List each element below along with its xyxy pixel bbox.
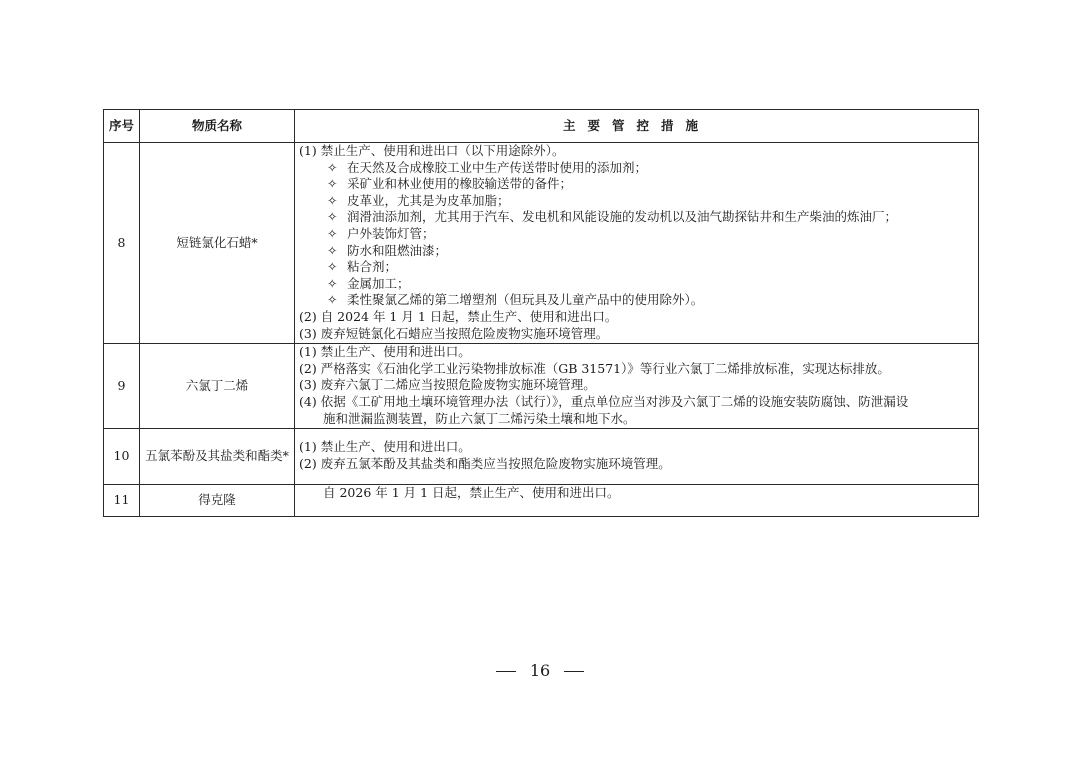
measure-item [299, 394, 974, 411]
table-header-row [104, 110, 979, 143]
item-marker: (3) [299, 325, 317, 341]
page-number: 16 [529, 661, 551, 680]
item-text: 自 2024 年 1 月 1 日起，禁止生产、使用和进出口。 [320, 308, 618, 324]
table-row [104, 429, 979, 485]
measure-item [299, 456, 974, 473]
item-text: 废弃六氯丁二烯应当按照危险废物实施环境管理。 [320, 377, 596, 393]
substance-name: 六氯丁二烯 [140, 344, 295, 429]
substance-name: 得克隆 [140, 485, 295, 517]
item-marker: (1) [299, 143, 317, 158]
sub-item-text: 防水和阻燃油漆； [347, 242, 448, 258]
diamond-bullet-icon: ✧ [327, 225, 338, 241]
table-row [104, 344, 979, 429]
row-number: 8 [104, 143, 140, 344]
item-text: 禁止生产、使用和进出口。 [320, 344, 471, 360]
item-text: 禁止生产、使用和进出口。 [320, 439, 471, 455]
sub-item [299, 209, 974, 226]
diamond-bullet-icon: ✧ [327, 292, 338, 308]
substance-name: 短链氯化石蜡* [140, 143, 295, 344]
measure-item [299, 344, 974, 361]
document-sheet [103, 109, 978, 517]
sub-item [299, 176, 974, 193]
header-measures: 主要管控措施 [295, 110, 979, 143]
diamond-bullet-icon: ✧ [327, 159, 338, 175]
footer-dash-right [564, 671, 584, 672]
sub-item-text: 金属加工； [347, 275, 410, 291]
item-text: 废弃五氯苯酚及其盐类和酯类应当按照危险废物实施环境管理。 [320, 455, 671, 471]
sub-item [299, 243, 974, 260]
sub-item [299, 292, 974, 309]
measure-item [299, 309, 974, 326]
item-marker: (3) [299, 377, 317, 393]
item-marker: (2) [299, 308, 317, 324]
table-row [104, 143, 979, 344]
sub-item [299, 226, 974, 243]
header-substance-name: 物质名称 [140, 110, 295, 143]
item-text: 依据《工矿用地土壤环境管理办法（试行）》，重点单位应当对涉及六氯丁二烯的设施安装防腐蚀、防泄漏设 [320, 393, 909, 409]
measure-item [299, 361, 974, 378]
diamond-bullet-icon: ✧ [327, 275, 338, 291]
item-text: 禁止生产、使用和进出口（以下用途除外）。 [320, 143, 565, 158]
measures-cell [295, 485, 979, 517]
row-number: 9 [104, 344, 140, 429]
sub-item-text: 润滑油添加剂，尤其用于汽车、发电机和风能设施的发动机以及油气勘探钻井和生产柴油的炼油厂； [347, 209, 898, 225]
diamond-bullet-icon: ✧ [327, 176, 338, 192]
footer-dash-left [496, 671, 516, 672]
diamond-bullet-icon: ✧ [327, 192, 338, 208]
diamond-bullet-icon: ✧ [327, 242, 338, 258]
sub-item-text: 采矿业和林业使用的橡胶输送带的备件； [347, 176, 573, 192]
measure-item [299, 377, 974, 394]
measure-single: 自 2026 年 1 月 1 日起，禁止生产、使用和进出口。 [323, 485, 620, 501]
measures-cell [295, 143, 979, 344]
sub-item [299, 276, 974, 293]
measure-item [299, 326, 974, 343]
sub-item [299, 160, 974, 177]
measures-cell [295, 344, 979, 429]
diamond-bullet-icon: ✧ [327, 209, 338, 225]
sub-item-text: 柔性聚氯乙烯的第二增塑剂（但玩具及儿童产品中的使用除外）。 [347, 292, 704, 308]
sub-item-text: 在天然及合成橡胶工业中生产传送带时使用的添加剂； [347, 159, 648, 175]
table-row [104, 485, 979, 517]
item-marker: (4) [299, 393, 317, 409]
item-marker: (2) [299, 360, 317, 376]
item-text: 严格落实《石油化学工业污染物排放标准（GB 31571）》等行业六氯丁二烯排放标准，实现达标排放。 [320, 360, 890, 376]
header-no: 序号 [104, 110, 140, 143]
measure-item [299, 439, 974, 456]
sub-item-text: 户外装饰灯管； [347, 225, 435, 241]
item-text: 废弃短链氯化石蜡应当按照危险废物实施环境管理。 [320, 325, 609, 341]
sub-item [299, 193, 974, 210]
item-marker: (2) [299, 455, 317, 471]
measures-cell [295, 429, 979, 485]
sub-item [299, 259, 974, 276]
row-number: 11 [104, 485, 140, 517]
item-marker: (1) [299, 439, 317, 455]
sub-item-text: 粘合剂； [347, 259, 398, 275]
control-measures-table [103, 109, 979, 517]
substance-name: 五氯苯酚及其盐类和酯类* [140, 429, 295, 485]
measure-continuation: 施和泄漏监测装置，防止六氯丁二烯污染土壤和地下水。 [323, 410, 636, 426]
measure-item [299, 143, 974, 160]
diamond-bullet-icon: ✧ [327, 259, 338, 275]
sub-item-text: 皮革业，尤其是为皮革加脂； [347, 192, 510, 208]
row-number: 10 [104, 429, 140, 485]
item-marker: (1) [299, 344, 317, 360]
page-footer [0, 661, 1080, 681]
